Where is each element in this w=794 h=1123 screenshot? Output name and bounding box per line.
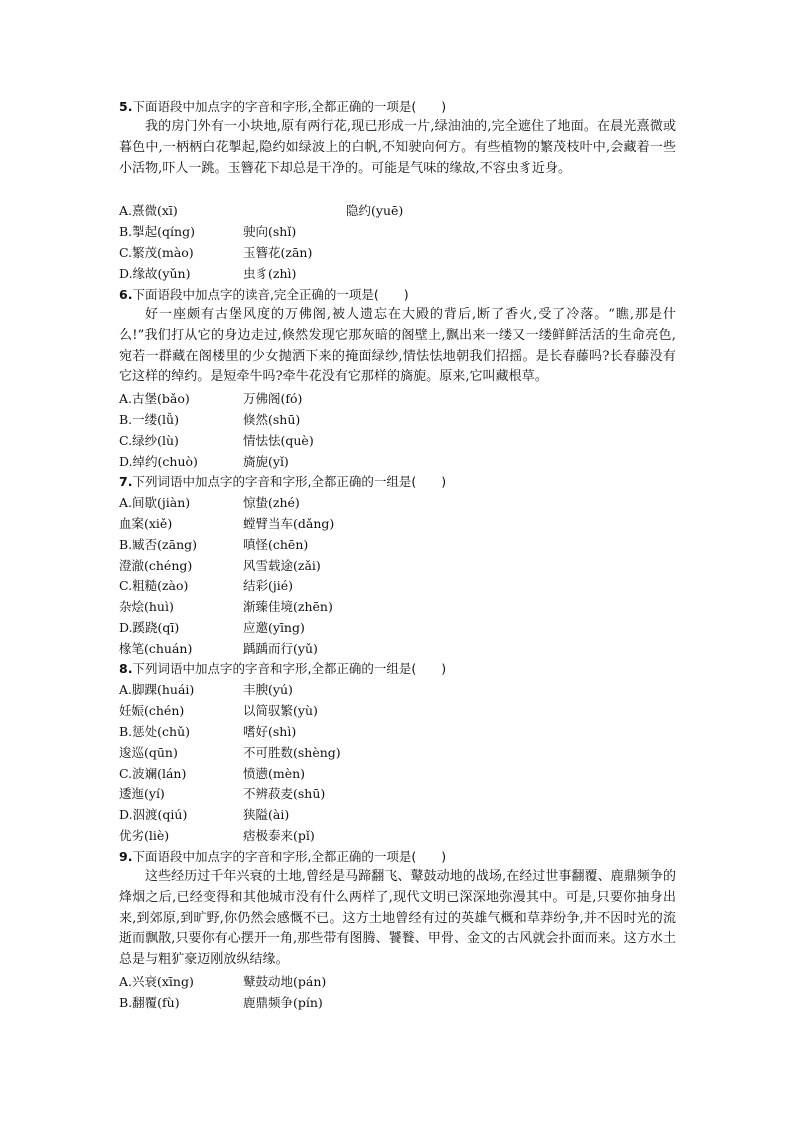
option-text: 鹿鼎频争(pín)	[243, 995, 323, 1010]
option-text: 驶向(shǐ)	[243, 224, 297, 239]
option-text: 鼙鼓动地(pán)	[243, 974, 327, 989]
question-6-passage: 好一座颇有古堡风度的万佛阁,被人遗忘在大殿的背后,断了香火,受了冷落。“瞧,那是什么!”我们打从它的身边走过,倏然发现它那灰暗的阁壁上,飘出来一缕又一缕鲜鲜活活的生命亮色,宛若一群藏在阁楼里的少女抛洒下来的掩面绿纱,情怯怯地朝我们招摇。是长春藤吗?长春藤没有它这样的绰约。是短牵牛吗?牵牛花没有它那样的旖旎。原来,它叫藏根草。	[119, 307, 676, 385]
option-text: B.掣起(qíng)	[119, 224, 195, 239]
option-text: 狭隘(ài)	[243, 807, 290, 822]
option-text: D.蹊跷(qī)	[119, 620, 180, 635]
option-text: A.古堡(bǎo)	[119, 391, 190, 406]
option-text: 隐约(yuē)	[346, 203, 404, 218]
option-text: 逡巡(qūn)	[119, 745, 178, 760]
option-text: B.翻覆(fù)	[119, 995, 180, 1010]
option-text: B.臧否(zāng)	[119, 537, 198, 552]
option-text: C.粗糙(zào)	[119, 578, 189, 593]
option-text: 旖旎(yǐ)	[243, 454, 289, 469]
option-text: 椽笔(chuán)	[119, 641, 193, 656]
option-text: 丰腴(yú)	[243, 682, 293, 697]
option-text: D.缘故(yǔn)	[119, 266, 191, 281]
option-text: 澄澈(chéng)	[119, 558, 193, 573]
option-text: 结彩(jié)	[243, 578, 294, 593]
option-text: B.一缕(lǚ)	[119, 412, 179, 427]
question-9-prompt: 9.下面语段中加点字的字音和字形,全都正确的一项是( )	[119, 849, 447, 864]
option-text: 渐臻佳境(zhēn)	[243, 599, 333, 614]
option-text: A.熹微(xī)	[119, 203, 178, 218]
option-text: 不可胜数(shèng)	[243, 745, 341, 760]
option-text: C.波斓(lán)	[119, 766, 187, 781]
option-text: 螳臂当车(dǎng)	[243, 516, 335, 531]
option-text: D.泅渡(qiú)	[119, 807, 188, 822]
option-text: 惊蛰(zhé)	[243, 495, 300, 510]
option-text: C.绿纱(lù)	[119, 433, 179, 448]
option-text: A.兴衰(xīng)	[119, 974, 194, 989]
option-text: 愤懑(mèn)	[243, 766, 306, 781]
option-text: 玉簪花(zān)	[243, 245, 313, 260]
option-text: A.间歇(jiàn)	[119, 495, 191, 510]
option-text: 血案(xiě)	[119, 516, 173, 531]
option-text: 风雪载途(zǎi)	[243, 558, 321, 573]
option-text: 倏然(shū)	[243, 412, 301, 427]
option-text: 痞极泰来(pǐ)	[243, 828, 315, 843]
option-text: 妊娠(chén)	[119, 703, 185, 718]
question-7-prompt: 7.下列词语中加点字的字音和字形,全都正确的一组是( )	[119, 474, 447, 489]
option-text: 万佛阁(fó)	[243, 391, 303, 406]
option-text: A.脚踝(huái)	[119, 682, 195, 697]
option-text: 以简驭繁(yù)	[243, 703, 318, 718]
option-text: C.繁茂(mào)	[119, 245, 194, 260]
option-text: 踽踽而行(yǔ)	[243, 641, 318, 656]
option-text: 情怯怯(què)	[243, 433, 314, 448]
question-6-prompt: 6.下面语段中加点字的读音,完全正确的一项是( )	[119, 287, 409, 302]
option-text: B.惩处(chǔ)	[119, 724, 191, 739]
option-text: 杂烩(huì)	[119, 599, 174, 614]
option-text: 应邀(yīng)	[243, 620, 305, 635]
question-5-prompt: 5.下面语段中加点字的字音和字形,全都正确的一项是( )	[119, 99, 447, 114]
option-text: 不辨菽麦(shū)	[243, 786, 326, 801]
option-text: 嗔怪(chēn)	[243, 537, 309, 552]
option-text: D.绰约(chuò)	[119, 454, 198, 469]
question-9-passage: 这些经历过千年兴衰的土地,曾经是马蹄翻飞、鼙鼓动地的战场,在经过世事翻覆、鹿鼎频争的烽烟之后,已经变得和其他城市没有什么两样了,现代文明已深深地弥漫其中。可是,只要你抽身出来,到郊原,到旷野,你仍然会感慨不已。这方土地曾经有过的英雄气概和草莽纷争,并不因时光的流逝而飘散,只要你有心摆开一角,那些带有图腾、饕餮、甲骨、金文的古风就会扑面而来。这方水土总是与粗犷豪迈刚放纵结缘。	[119, 869, 676, 968]
option-text: 逶迤(yí)	[119, 786, 165, 801]
question-8-prompt: 8.下列词语中加点字的字音和字形,全都正确的一组是( )	[119, 661, 447, 676]
option-text: 优劣(liè)	[119, 828, 170, 843]
option-text: 虫豸(zhì)	[243, 266, 297, 281]
question-5-passage: 我的房门外有一小块地,原有两行花,现已形成一片,绿油油的,完全遮住了地面。在晨光熹微或暮色中,一柄柄白花掣起,隐约如绿波上的白帆,不知驶向何方。有些植物的繁茂枝叶中,会藏着一些小活物,吓人一跳。玉簪花下却总是干净的。可能是气味的缘故,不容虫豸近身。	[119, 119, 676, 176]
option-text: 嗜好(shì)	[243, 724, 297, 739]
